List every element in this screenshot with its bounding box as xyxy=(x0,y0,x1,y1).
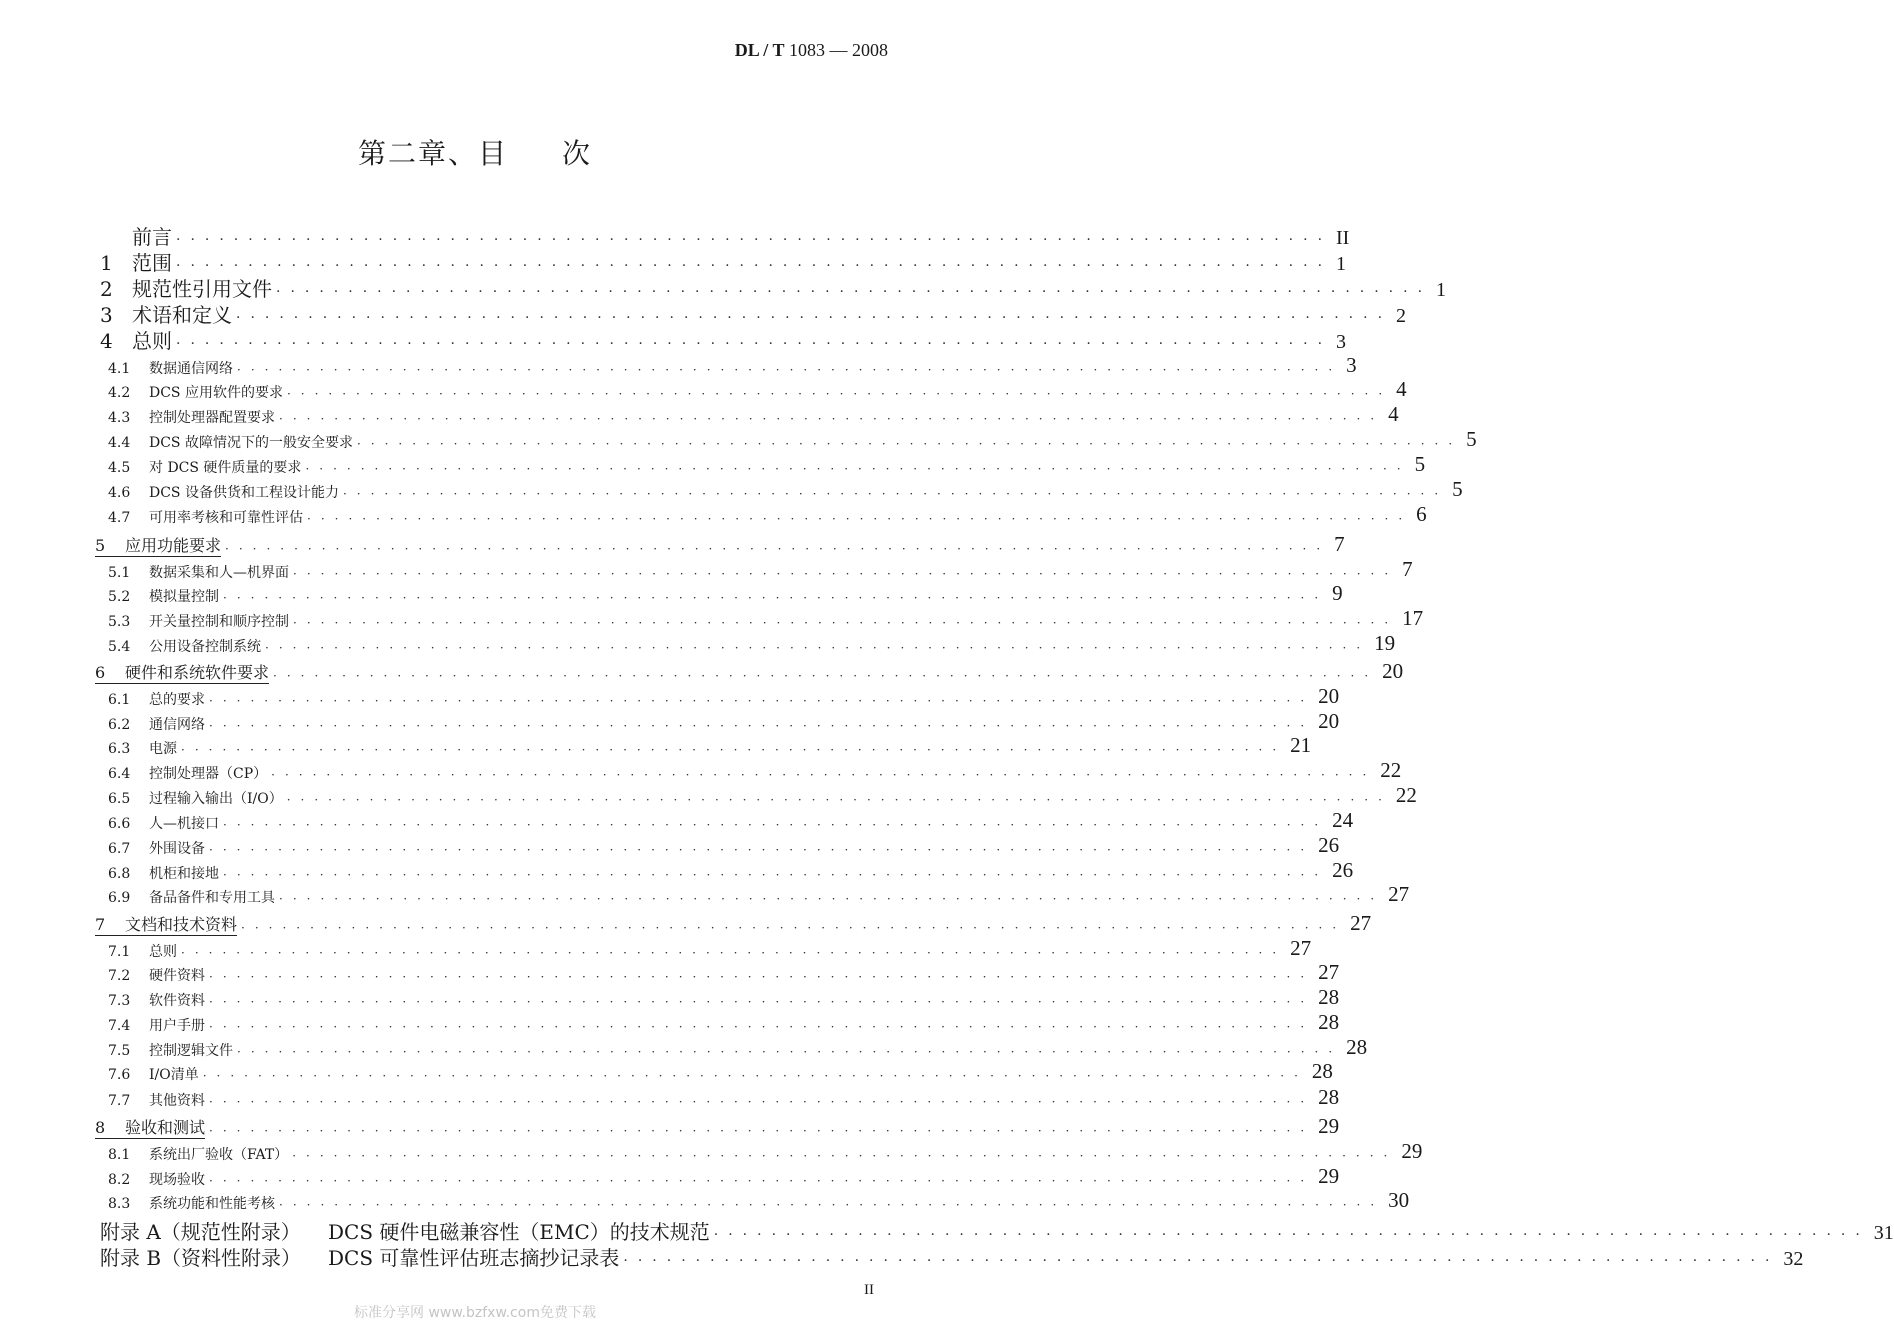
dot-leader: ················································································ xyxy=(176,232,1333,248)
dot-leader: ················································································ xyxy=(181,743,1287,757)
dot-leader: ················································································ xyxy=(292,1149,1398,1163)
toc-entry-page: 28 xyxy=(1318,1085,1340,1109)
toc-entry-page: 5 xyxy=(1452,477,1463,501)
dot-leader: ················································································ xyxy=(279,1198,1385,1212)
toc-entry-number: 4.7 xyxy=(108,510,131,526)
dot-leader: ················································································ xyxy=(342,487,1449,501)
toc-entry-label: DCS 硬件电磁兼容性（EMC）的技术规范 xyxy=(328,1220,710,1244)
toc-entry-number: 5.4 xyxy=(108,639,131,655)
toc-entry-page: 20 xyxy=(1318,684,1340,708)
toc-entry[interactable] xyxy=(108,581,1343,606)
toc-entry-number: 1 xyxy=(100,251,113,275)
toc-entry[interactable] xyxy=(108,427,1477,452)
dot-leader: ················································································ xyxy=(293,567,1399,581)
toc-entry-label: 外围设备 xyxy=(149,841,205,857)
toc-entry-number: 4.3 xyxy=(108,410,131,426)
toc-entry-number: 4 xyxy=(100,329,113,353)
toc-entry-title xyxy=(100,1242,619,1271)
toc-entry-title xyxy=(108,482,339,502)
toc-entry-label: 备品备件和专用工具 xyxy=(149,890,275,906)
toc-entry-label: 数据通信网络 xyxy=(149,361,233,377)
toc-entry-label: 其他资料 xyxy=(149,1093,205,1109)
toc-entry-title xyxy=(108,990,205,1010)
toc-entry-title xyxy=(108,838,205,858)
dot-leader: ················································································ xyxy=(623,1253,1780,1269)
toc-entry-label: 机柜和接地 xyxy=(149,866,219,882)
toc-entry-page: 22 xyxy=(1380,758,1402,782)
toc-entry-label: 对 DCS 硬件质量的要求 xyxy=(149,460,302,476)
toc-entry-page: 27 xyxy=(1290,936,1312,960)
toc-entry-page: 28 xyxy=(1311,1059,1333,1083)
toc-entry-number: 3 xyxy=(100,303,113,327)
toc-entry-page: 17 xyxy=(1402,606,1424,630)
toc-entry-page: 29 xyxy=(1318,1164,1340,1188)
dot-leader: ················································································ xyxy=(713,1227,1870,1243)
dot-leader: ················································································ xyxy=(279,412,1385,426)
toc-entry-page: 27 xyxy=(1318,960,1340,984)
dot-leader: ················································································ xyxy=(225,542,1331,556)
toc-entry-number: 8.2 xyxy=(108,1172,131,1188)
toc-entry[interactable] xyxy=(108,858,1354,883)
toc-entry-page: 28 xyxy=(1346,1035,1368,1059)
toc-entry[interactable] xyxy=(108,1085,1340,1110)
toc-entry-title xyxy=(108,689,205,709)
toc-entry-label: 硬件和系统软件要求 xyxy=(125,663,270,682)
toc-entry-title xyxy=(108,586,219,606)
toc-entry-number: 4.2 xyxy=(108,385,131,401)
toc-entry[interactable] xyxy=(95,911,1372,936)
dot-leader: ················································································ xyxy=(279,892,1385,906)
toc-entry-title xyxy=(108,1169,205,1189)
dot-leader: ················································································ xyxy=(209,843,1315,857)
toc-entry-page: 26 xyxy=(1318,833,1340,857)
dot-leader: ················································································ xyxy=(176,258,1333,274)
toc-entry-number: 6.5 xyxy=(108,791,131,807)
toc-entry-page: 29 xyxy=(1318,1114,1340,1138)
toc-entry-title xyxy=(108,763,267,783)
toc-entry[interactable] xyxy=(108,960,1340,985)
toc-entry-page: 28 xyxy=(1318,1010,1340,1034)
toc-entry-page: 3 xyxy=(1346,353,1357,377)
toc-entry[interactable] xyxy=(108,606,1424,631)
toc-entry-label: 现场验收 xyxy=(149,1172,205,1188)
toc-entry-label: 公用设备控制系统 xyxy=(149,639,261,655)
toc-entry[interactable] xyxy=(95,532,1345,557)
dot-leader: ················································································ xyxy=(236,310,1393,326)
dot-leader: ················································································ xyxy=(223,868,1329,882)
toc-entry-number: 6.1 xyxy=(108,692,131,708)
toc-entry-number: 8 xyxy=(95,1118,106,1137)
toc-entry-number: 7 xyxy=(95,915,106,934)
toc-entry-label: 文档和技术资料 xyxy=(125,915,238,934)
toc-entry-number: 7.6 xyxy=(108,1067,131,1083)
dot-leader: ················································································ xyxy=(241,921,1347,935)
toc-entry-label: DCS 可靠性评估班志摘抄记录表 xyxy=(328,1246,620,1270)
toc-entry-title xyxy=(108,636,261,656)
toc-entry-page: 7 xyxy=(1334,532,1345,556)
toc-entry-number: 8.1 xyxy=(108,1147,131,1163)
toc-entry[interactable] xyxy=(108,882,1410,907)
toc-entry-title xyxy=(100,221,172,250)
toc-entry-page: 20 xyxy=(1382,659,1404,683)
page-title-part2: 次 xyxy=(562,137,593,170)
toc-entry[interactable] xyxy=(108,1035,1368,1060)
toc-entry-label: 术语和定义 xyxy=(132,303,232,327)
dot-leader: ················································································ xyxy=(356,437,1463,451)
toc-entry-number: 6.8 xyxy=(108,866,131,882)
toc-entry-page: 21 xyxy=(1290,733,1312,757)
toc-entry-title xyxy=(108,1015,205,1035)
toc-entry-label: 通信网络 xyxy=(149,717,205,733)
toc-entry-label: 硬件资料 xyxy=(149,968,205,984)
dot-leader: ················································································ xyxy=(209,995,1315,1009)
toc-entry-title xyxy=(108,714,205,734)
toc-entry-number: 5.2 xyxy=(108,589,131,605)
toc-entry-page: 5 xyxy=(1466,427,1477,451)
toc-entry-number: 4.6 xyxy=(108,485,131,501)
toc-entry-title xyxy=(108,611,289,631)
toc-entry-number: 6.9 xyxy=(108,890,131,906)
toc-entry-page: 28 xyxy=(1318,985,1340,1009)
toc-entry-label: DCS 应用软件的要求 xyxy=(149,385,283,401)
page-number: II xyxy=(864,1282,874,1298)
toc-entry[interactable] xyxy=(108,1139,1423,1164)
toc-entry-label: 前言 xyxy=(132,225,172,249)
toc-entry-title xyxy=(108,358,233,378)
dot-leader: ················································································ xyxy=(202,1069,1308,1083)
toc-entry-number: 附录 A（规范性附录） xyxy=(100,1220,301,1244)
toc-entry[interactable] xyxy=(108,1059,1333,1084)
toc-entry-title xyxy=(108,887,275,907)
toc-entry-label: 验收和测试 xyxy=(125,1118,206,1137)
dot-leader: ················································································ xyxy=(286,793,1392,807)
toc-entry-number: 8.3 xyxy=(108,1196,131,1212)
toc-entry[interactable] xyxy=(108,477,1463,502)
toc-entry-label: DCS 故障情况下的一般安全要求 xyxy=(149,435,353,451)
toc-entry-title xyxy=(100,1216,710,1245)
toc-entry-title xyxy=(108,507,303,527)
dot-leader: ················································································ xyxy=(209,1020,1315,1034)
toc-entry-page: 24 xyxy=(1332,808,1354,832)
document-code xyxy=(735,40,888,61)
toc-entry-title xyxy=(100,273,272,302)
toc-entry-title xyxy=(108,788,283,808)
toc-entry-label: I/O清单 xyxy=(149,1067,199,1083)
toc-entry-number: 6 xyxy=(95,663,106,682)
toc-entry[interactable] xyxy=(108,1188,1410,1213)
toc-entry-number: 4.1 xyxy=(108,361,131,377)
toc-entry-label: 控制处理器配置要求 xyxy=(149,410,275,426)
toc-entry-page: 30 xyxy=(1388,1188,1410,1212)
toc-entry-page: 31 xyxy=(1873,1222,1894,1244)
toc-entry-number: 6.4 xyxy=(108,766,131,782)
toc-entry-page: 3 xyxy=(1336,331,1347,353)
toc-entry[interactable] xyxy=(108,684,1340,709)
toc-entry-title xyxy=(108,432,353,452)
page-title-part1: 第二章、目 xyxy=(357,137,508,170)
toc-entry-label: 电源 xyxy=(149,741,177,757)
toc-entry[interactable] xyxy=(108,833,1340,858)
toc-entry-number: 7.4 xyxy=(108,1018,131,1034)
toc-entry-title xyxy=(108,1064,199,1084)
dot-leader: ················································································ xyxy=(181,946,1287,960)
toc-entry-number: 6.7 xyxy=(108,841,131,857)
dot-leader: ················································································ xyxy=(265,641,1371,655)
toc-entry-label: 系统功能和性能考核 xyxy=(149,1196,275,1212)
toc-entry-label: 控制逻辑文件 xyxy=(149,1043,233,1059)
toc-entry-page: 27 xyxy=(1388,882,1410,906)
toc-entry-page: 27 xyxy=(1350,911,1372,935)
toc-entry-label: 总则 xyxy=(149,944,177,960)
toc-entry-number: 5 xyxy=(95,536,106,555)
toc-entry-page: 1 xyxy=(1436,279,1447,301)
toc-entry-title xyxy=(95,1115,205,1139)
toc-entry-page: 20 xyxy=(1318,709,1340,733)
document-code-prefix: DL / T xyxy=(734,40,785,60)
toc-entry[interactable] xyxy=(108,936,1312,961)
toc-entry-title xyxy=(100,247,172,276)
toc-entry-number: 7.5 xyxy=(108,1043,131,1059)
toc-entry-page: 26 xyxy=(1332,858,1354,882)
toc-entry-page: 4 xyxy=(1388,402,1399,426)
toc-entry-page: 4 xyxy=(1396,377,1407,401)
toc-entry[interactable] xyxy=(95,1114,1340,1139)
toc-entry-number: 7.2 xyxy=(108,968,131,984)
toc-entry-number: 6.6 xyxy=(108,816,131,832)
toc-entry-label: 开关量控制和顺序控制 xyxy=(149,614,289,630)
toc-entry-page: 9 xyxy=(1332,581,1343,605)
toc-entry-page: 19 xyxy=(1374,631,1396,655)
toc-entry[interactable] xyxy=(100,224,1350,250)
toc-entry-page: 7 xyxy=(1402,557,1413,581)
toc-entry-page: 32 xyxy=(1783,1248,1804,1270)
toc-entry[interactable] xyxy=(108,758,1402,783)
toc-entry-title xyxy=(108,738,177,758)
watermark: 标准分享网 www.bzfxw.com免费下载 xyxy=(354,1305,596,1321)
dot-leader: ················································································ xyxy=(307,512,1413,526)
toc-entry-label: 总则 xyxy=(132,329,172,353)
toc-entry[interactable] xyxy=(100,302,1407,328)
toc-entry-title xyxy=(108,407,275,427)
toc-entry-page: 2 xyxy=(1396,305,1407,327)
toc-entry[interactable] xyxy=(108,557,1413,582)
dot-leader: ················································································ xyxy=(209,970,1315,984)
toc-entry-title xyxy=(108,1090,205,1110)
toc-entry-number: 4.5 xyxy=(108,460,131,476)
dot-leader: ················································································ xyxy=(271,768,1377,782)
toc-entry-label: 过程输入输出（I/O） xyxy=(149,791,283,807)
toc-entry-number: 6.3 xyxy=(108,741,131,757)
toc-entry-label: 用户手册 xyxy=(149,1018,205,1034)
toc-entry-label: DCS 设备供货和工程设计能力 xyxy=(149,485,339,501)
toc-entry-page: 29 xyxy=(1401,1139,1423,1163)
toc-entry-number: 5.1 xyxy=(108,565,131,581)
toc-entry-title xyxy=(108,562,289,582)
toc-entry-label: 模拟量控制 xyxy=(149,589,219,605)
toc-entry[interactable] xyxy=(108,502,1427,527)
toc-entry-label: 应用功能要求 xyxy=(125,536,222,555)
dot-leader: ················································································ xyxy=(209,719,1315,733)
toc-entry[interactable] xyxy=(108,631,1396,656)
dot-leader: ················································································ xyxy=(273,669,1379,683)
toc-entry-number: 5.3 xyxy=(108,614,131,630)
toc-entry-title xyxy=(108,457,301,477)
toc-entry-page: II xyxy=(1336,227,1350,249)
toc-entry-title xyxy=(108,813,219,833)
toc-entry-number: 7.1 xyxy=(108,944,131,960)
toc-entry[interactable] xyxy=(100,1245,1804,1271)
toc-entry[interactable] xyxy=(108,402,1399,427)
toc-entry[interactable] xyxy=(108,709,1340,734)
toc-entry-title xyxy=(95,912,237,936)
toc-entry-page: 1 xyxy=(1336,253,1347,275)
toc-entry-label: 数据采集和人—机界面 xyxy=(149,565,289,581)
document-code-number: 1083 — 2008 xyxy=(784,40,888,60)
toc-entry[interactable] xyxy=(95,659,1404,684)
toc-entry-label: 人—机接口 xyxy=(149,816,219,832)
toc-entry-label: 可用率考核和可靠性评估 xyxy=(149,510,303,526)
page-title xyxy=(0,132,950,172)
toc-entry-number: 7.7 xyxy=(108,1093,131,1109)
dot-leader: ················································································ xyxy=(237,1045,1343,1059)
dot-leader: ················································································ xyxy=(176,336,1333,352)
dot-leader: ················································································ xyxy=(209,694,1315,708)
toc-entry[interactable] xyxy=(108,808,1354,833)
toc-entry-title xyxy=(108,382,283,402)
toc-entry[interactable] xyxy=(108,452,1426,477)
toc-entry-title xyxy=(108,1193,275,1213)
toc-entry-title xyxy=(95,533,221,557)
toc-entry-page: 6 xyxy=(1416,502,1427,526)
toc-entry-page: 22 xyxy=(1395,783,1417,807)
toc-entry-title xyxy=(108,965,205,985)
toc-entry[interactable] xyxy=(100,328,1347,354)
toc-entry-label: 总的要求 xyxy=(149,692,205,708)
dot-leader: ················································································ xyxy=(276,284,1433,300)
toc-entry-number: 6.2 xyxy=(108,717,131,733)
toc-entry-number: 7.3 xyxy=(108,993,131,1009)
toc-entry[interactable] xyxy=(108,1010,1340,1035)
dot-leader: ················································································ xyxy=(305,462,1411,476)
toc-entry-label: 范围 xyxy=(132,251,172,275)
toc-entry[interactable] xyxy=(108,783,1417,808)
toc-entry-number: 2 xyxy=(100,277,113,301)
toc-entry-title xyxy=(108,1144,288,1164)
toc-entry-title xyxy=(108,863,219,883)
toc-entry-number: 附录 B（资料性附录） xyxy=(100,1246,302,1270)
toc-entry[interactable] xyxy=(108,353,1357,378)
dot-leader: ················································································ xyxy=(286,387,1393,401)
toc-entry[interactable] xyxy=(108,985,1340,1010)
toc-entry-label: 系统出厂验收（FAT） xyxy=(149,1147,289,1163)
dot-leader: ················································································ xyxy=(223,591,1329,605)
toc-entry-label: 软件资料 xyxy=(149,993,205,1009)
dot-leader: ················································································ xyxy=(293,616,1399,630)
toc-entry-page: 5 xyxy=(1414,452,1426,476)
toc-entry-title xyxy=(108,1040,233,1060)
toc-entry[interactable] xyxy=(108,377,1407,402)
toc-entry-label: 规范性引用文件 xyxy=(132,277,272,301)
toc-entry-title xyxy=(95,660,269,684)
dot-leader: ················································································ xyxy=(209,1174,1315,1188)
toc-entry[interactable] xyxy=(108,1164,1340,1189)
toc-entry-title xyxy=(100,325,172,354)
dot-leader: ················································································ xyxy=(209,1124,1315,1138)
dot-leader: ················································································ xyxy=(209,1095,1315,1109)
toc-entry-title xyxy=(100,299,232,328)
toc-entry-label: 控制处理器（CP） xyxy=(149,766,268,782)
toc-entry-number: 4.4 xyxy=(108,435,131,451)
dot-leader: ················································································ xyxy=(237,363,1343,377)
dot-leader: ················································································ xyxy=(223,818,1329,832)
toc-entry[interactable] xyxy=(108,733,1312,758)
toc-entry-title xyxy=(108,941,177,961)
